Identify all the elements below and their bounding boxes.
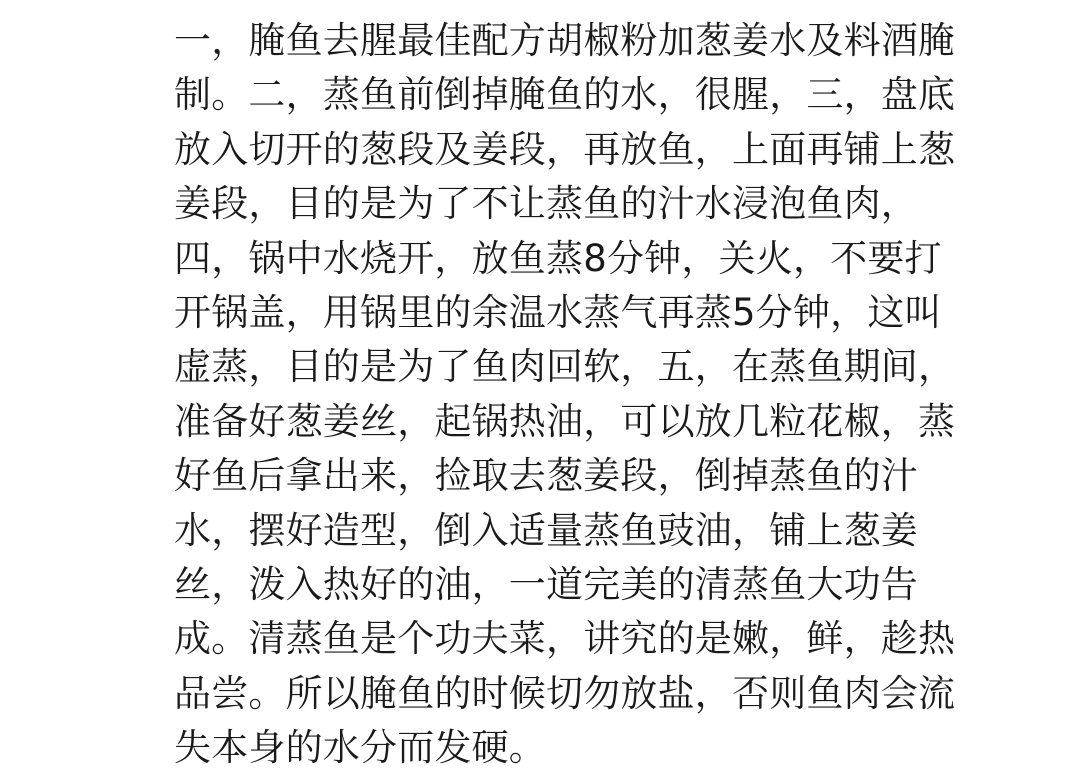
text-line: 好鱼后拿出来，捡取去葱姜段，倒掉蒸鱼的汁 xyxy=(174,454,918,498)
text-line: 水，摆好造型，倒入适量蒸鱼豉油，铺上葱姜 xyxy=(174,508,918,552)
text-line: 放入切开的葱段及姜段，再放鱼，上面再铺上葱 xyxy=(174,127,956,171)
text-line: 一，腌鱼去腥最佳配方胡椒粉加葱姜水及料酒腌 xyxy=(174,19,956,62)
text-line: 失本身的水分而发硬。 xyxy=(174,726,546,770)
text-line: 姜段，目的是为了不让蒸鱼的汁水浸泡鱼肉， xyxy=(174,182,918,226)
text-line: 开锅盖，用锅里的余温水蒸气再蒸5分钟，这叫 xyxy=(174,290,942,334)
text-line: 准备好葱姜丝，起锅热油，可以放几粒花椒，蒸 xyxy=(174,399,956,443)
text-line: 丝，泼入热好的油，一道完美的清蒸鱼大功告 xyxy=(174,562,918,606)
text-line: 成。清蒸鱼是个功夫菜，讲究的是嫩，鲜，趁热 xyxy=(174,617,956,661)
text-line: 四，锅中水烧开，放鱼蒸8分钟，关火，不要打 xyxy=(174,236,942,280)
text-line: 虚蒸，目的是为了鱼肉回软，五，在蒸鱼期间， xyxy=(174,345,956,389)
text-line: 制。二，蒸鱼前倒掉腌鱼的水，很腥，三，盘底 xyxy=(174,73,956,117)
text-line: 品尝。所以腌鱼的时候切勿放盐，否则鱼肉会流 xyxy=(174,671,956,715)
article-body xyxy=(174,14,974,775)
